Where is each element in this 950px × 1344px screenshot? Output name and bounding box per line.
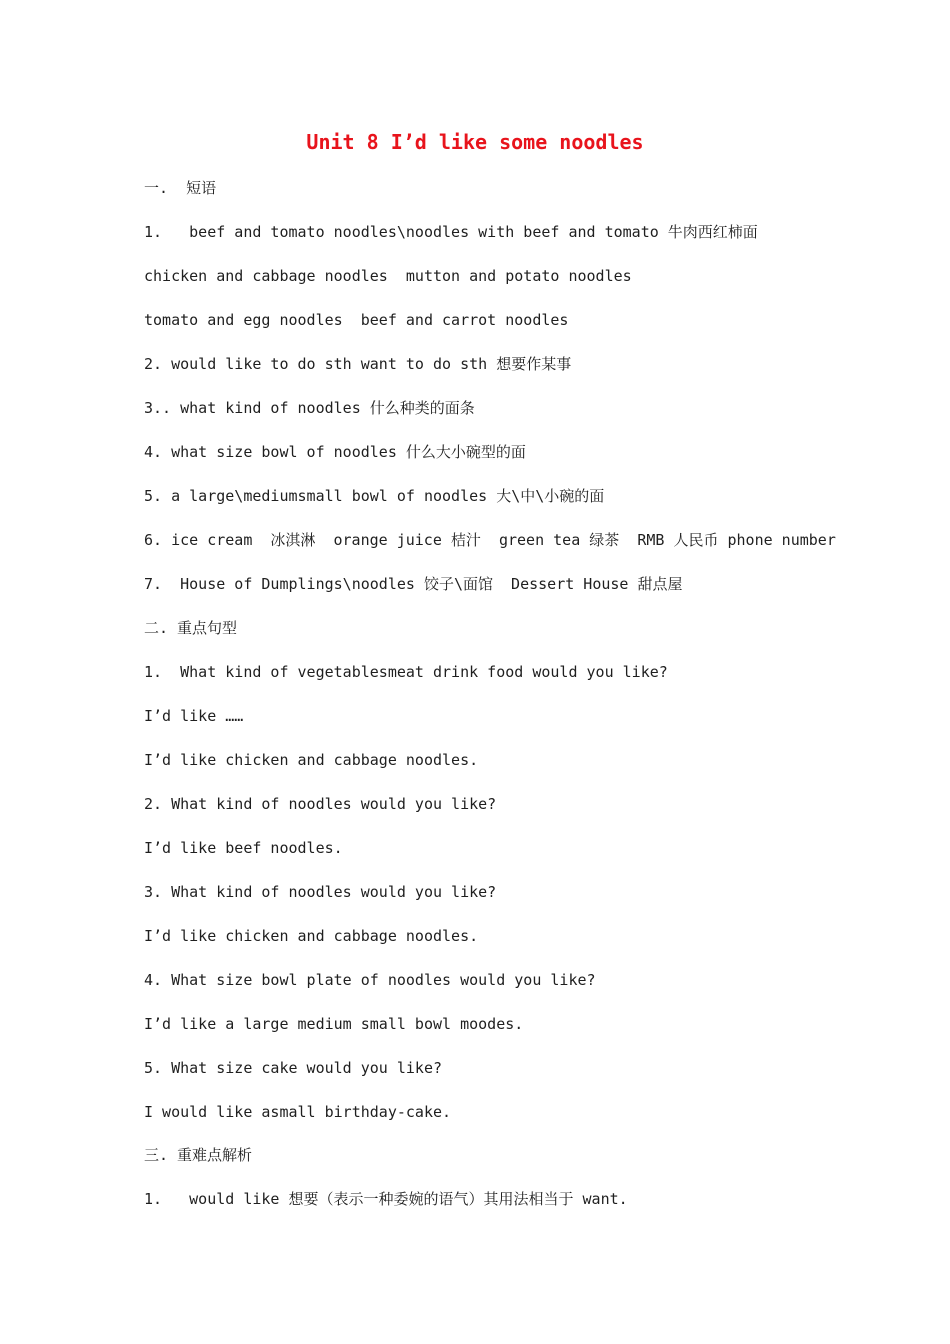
text-line: 5. a large\mediumsmall bowl of noodles 大\中\小碗的面 bbox=[144, 487, 605, 505]
section-heading-key-sentences: 二. 重点句型 bbox=[144, 619, 238, 637]
text-line: 1. beef and tomato noodles\noodles with beef and tomato 牛肉西红柿面 bbox=[144, 223, 758, 241]
text-line: I would like asmall birthday-cake. bbox=[144, 1103, 452, 1121]
text-line: I’d like beef noodles. bbox=[144, 839, 343, 857]
text-line: 4. what size bowl of noodles 什么大小碗型的面 bbox=[144, 443, 526, 461]
text-line: 7. House of Dumplings\noodles 饺子\面馆 Dessert House 甜点屋 bbox=[144, 575, 683, 593]
text-line: tomato and egg noodles beef and carrot noodles bbox=[144, 311, 569, 329]
text-line: 4. What size bowl plate of noodles would you like? bbox=[144, 971, 596, 989]
text-line: I’d like a large medium small bowl moodes. bbox=[144, 1015, 524, 1033]
text-line: chicken and cabbage noodles mutton and potato noodles bbox=[144, 267, 632, 285]
text-line: 1. What kind of vegetablesmeat drink food would you like? bbox=[144, 663, 668, 681]
text-line: 6. ice cream 冰淇淋 orange juice 桔汁 green tea 绿茶 RMB 人民币 phone number bbox=[144, 531, 836, 549]
text-line: 5. What size cake would you like? bbox=[144, 1059, 443, 1077]
text-line: 3.. what kind of noodles 什么种类的面条 bbox=[144, 399, 475, 417]
text-line: 3. What kind of noodles would you like? bbox=[144, 883, 497, 901]
text-line: 1. would like 想要（表示一种委婉的语气）其用法相当于 want. bbox=[144, 1190, 628, 1208]
text-line: 2. What kind of noodles would you like? bbox=[144, 795, 497, 813]
text-line: I’d like …… bbox=[144, 707, 244, 725]
text-line: I’d like chicken and cabbage noodles. bbox=[144, 927, 479, 945]
document-title: Unit 8 I’d like some noodles bbox=[306, 130, 644, 154]
text-line: 2. would like to do sth want to do sth 想要作某事 bbox=[144, 355, 572, 373]
section-heading-analysis: 三. 重难点解析 bbox=[144, 1146, 253, 1164]
section-heading-phrases: 一. 短语 bbox=[144, 179, 217, 197]
text-line: I’d like chicken and cabbage noodles. bbox=[144, 751, 479, 769]
